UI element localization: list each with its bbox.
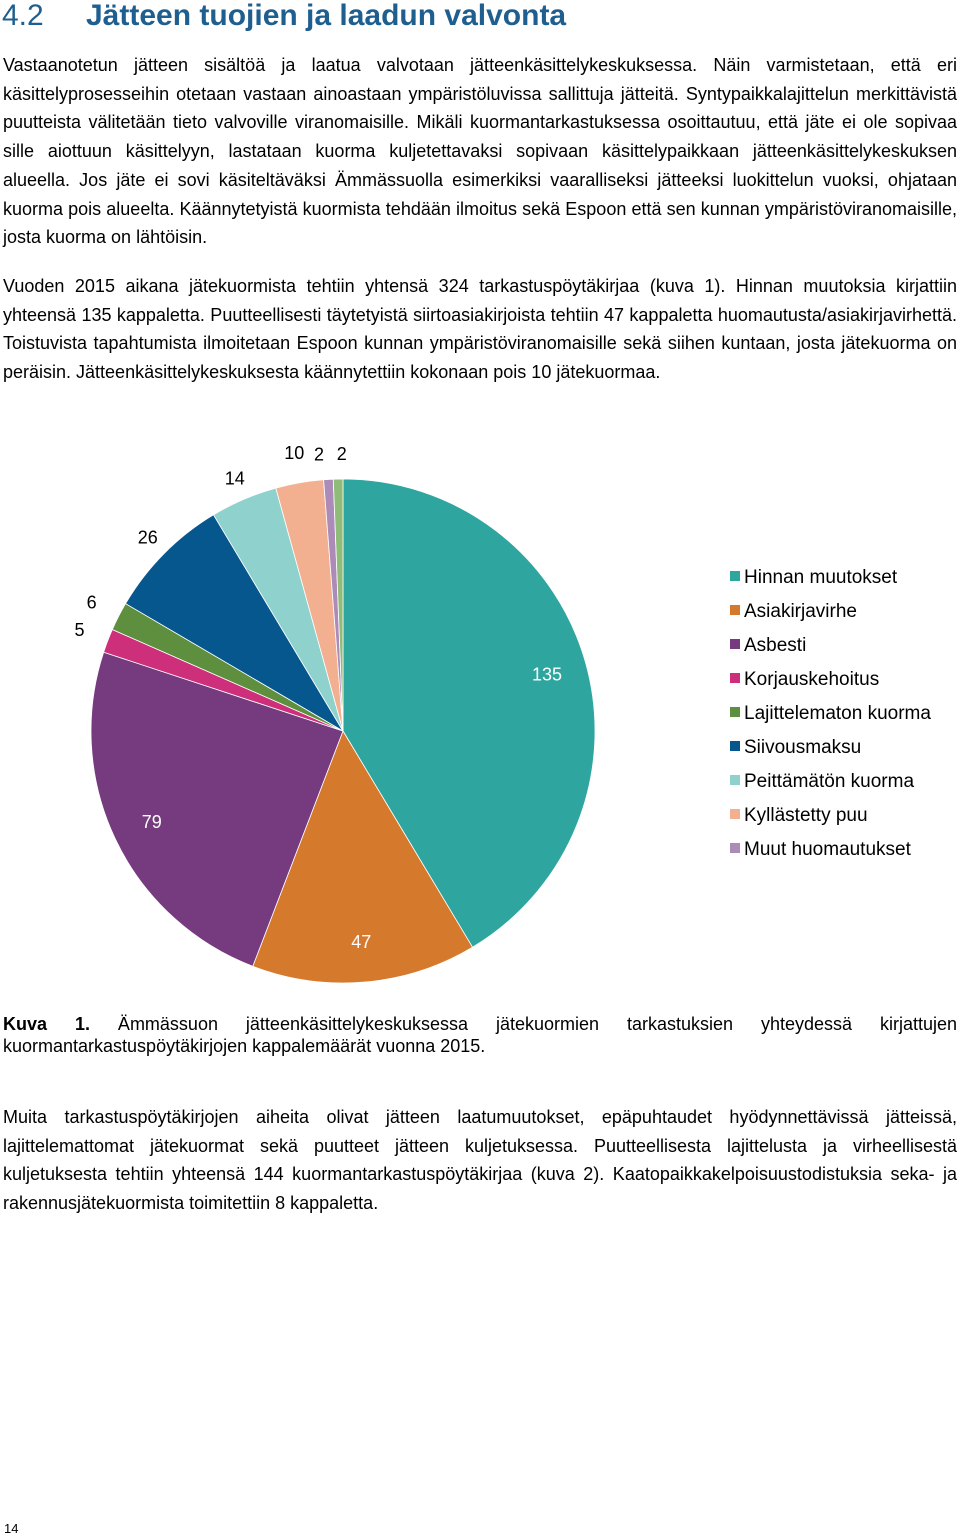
pie-data-label: 79 xyxy=(141,811,162,832)
pie-data-label: 26 xyxy=(137,527,158,548)
legend-swatch xyxy=(730,673,740,683)
pie-slices xyxy=(91,479,595,983)
legend-label: Lajittelematon kuorma xyxy=(744,703,931,724)
legend-label: Siivousmaksu xyxy=(744,737,862,758)
pie-data-label: 5 xyxy=(74,619,85,640)
pie-data-label: 14 xyxy=(224,468,245,489)
legend-swatch xyxy=(730,571,740,581)
section-title: Jätteen tuojien ja laadun valvonta xyxy=(86,0,567,32)
figure-caption xyxy=(3,1013,957,1057)
legend-label: Peittämätön kuorma xyxy=(744,771,915,792)
section-number: 4.2 xyxy=(2,0,44,32)
legend-label: Hinnan muutokset xyxy=(744,567,898,588)
figure-caption-label: Kuva 1. xyxy=(3,1014,90,1034)
pie-data-label: 47 xyxy=(351,931,372,952)
legend-swatch xyxy=(730,843,740,853)
figure-caption-text: Ämmässuon jätteenkäsittelykeskuksessa jätekuormien tarkastuksien yhteydessä kirjattujen kuormantarkastuspöytäkirjojen kappalemäärät vuonna 2015. xyxy=(3,1014,958,1056)
legend-swatch xyxy=(730,605,740,615)
legend-label: Muut huomautukset xyxy=(744,839,911,860)
legend-label: Asbesti xyxy=(744,635,807,656)
pie-data-label: 2 xyxy=(336,443,347,464)
legend-swatch xyxy=(730,809,740,819)
paragraph-statistics: Vuoden 2015 aikana jätekuormista tehtiin yhtensä 324 tarkastuspöytäkirjaa (kuva 1). Hinnan muutoksia kirjattiin yhteensä 135 kappaletta. Puutteellisesti täytetyistä siirtoasiakirjoista tehtiin 47 kappaletta huomautusta/asiakirjavirhettä. Toistuvista tapahtumista ilmoitetaan Espoon kunnan ympäristöviranomaisille sekä siihen kuntaan, josta jätekuorma on peräisin. Jätteenkäsittelykeskuksesta käännytettiin kokonaan pois 10 jätekuormaa. xyxy=(3,276,957,383)
page-number: 14 xyxy=(4,1521,19,1536)
pie-data-label: 2 xyxy=(313,444,325,465)
legend-label: Kyllästetty puu xyxy=(744,805,868,826)
paragraph-intro: Vastaanotetun jätteen sisältöä ja laatua valvotaan jätteenkäsittelykeskuksessa. Näin varmistetaan, että eri käsittelyprosesseihin otetaan vastaan ainoastaan ympäristöluvissa sallittuja jätteitä. Syntypaikkalajittelun merkittävistä puutteista välitetään tieto valvoville viranomaisille. Mikäli kuormantarkastuksessa osoittautuu, että jäte ei ole sopivaa sille aiottuun käsittelyyn, lastataan kuorma kuljetettavaksi sopivaan käsittelypaikkaan jätteenkäsittelykeskuksen alueella. Jos jäte ei sovi käsiteltäväksi Ämmässuolla esimerkiksi vaaralliseksi jätteeksi luokittelun vuoksi, ohjataan kuorma pois alueelta. Käännytetyistä kuormista tehdään ilmoitus sekä Espoon että sen kunnan ympäristöviranomaisille, josta kuorma on lähtöisin. xyxy=(3,55,957,248)
paragraph-other-topics: Muita tarkastuspöytäkirjojen aiheita olivat jätteen laatumuutokset, epäpuhtaudet hyödynnettävissä jätteissä, lajittelemattomat jätekuormat sekä puutteet jätteen kuljetuksessa. Puutteellisesta lajittelusta ja virheellisestä kuljetuksesta tehtiin yhteensä 144 kuormantarkastuspöytäkirjaa (kuva 2). Kaatopaikkakelpoisuustodistuksia seka- ja rakennusjätekuormista toimitettiin 8 kappaletta. xyxy=(3,1107,957,1214)
legend-label: Asiakirjavirhe xyxy=(744,601,857,622)
legend-swatch xyxy=(730,775,740,785)
legend-swatch xyxy=(730,707,740,717)
legend-label: Korjauskehoitus xyxy=(744,669,880,690)
section-heading xyxy=(0,0,960,36)
chart-legend xyxy=(730,567,931,860)
pie-data-label: 135 xyxy=(531,664,563,685)
pie-chart xyxy=(0,440,960,1000)
pie-data-label: 6 xyxy=(86,592,97,613)
pie-data-label: 10 xyxy=(284,443,305,463)
legend-swatch xyxy=(730,741,740,751)
legend-swatch xyxy=(730,639,740,649)
